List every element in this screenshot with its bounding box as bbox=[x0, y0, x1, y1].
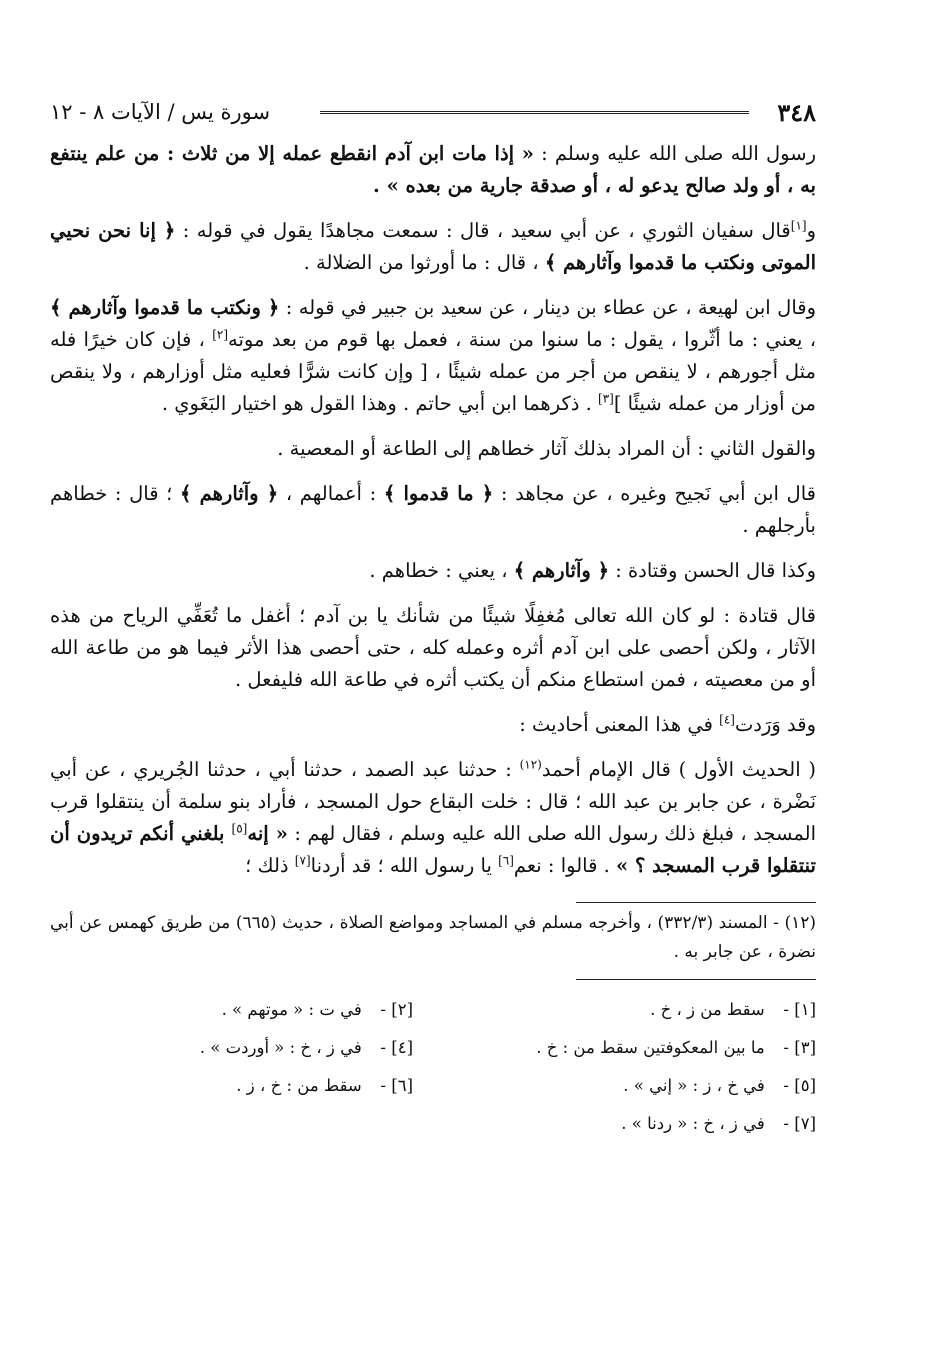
note-number: [٧] - bbox=[783, 1114, 816, 1133]
footnote-reference: [٥] bbox=[231, 821, 248, 836]
footnote-reference: [٤] bbox=[719, 712, 735, 727]
text-run: وكذا قال الحسن وقتادة : bbox=[609, 559, 816, 582]
emphasized-text: ﴿ ما قدموا ﴾ bbox=[383, 482, 494, 505]
text-run: : حدثنا عبد الصمد ، حدثنا أبي ، حدثنا الجُريري ، عن أبي نَضْرة ، عن جابر بن عبد الله ؛ قال : خلت البقاع حول المسجد ، فأراد بنو سلمة أن ينتقلوا قرب المسجد ، فبلغ ذلك رسول الله صلى الله عليه وسلم ، فقال لهم : bbox=[50, 758, 817, 845]
text-run: ، فإن كان خيرًا فله مثل أجورهم ، لا ينقص من أجر من عمله شيئًا ، [ وإن كانت شرًّا فعليه مثل أوزارهم ، ولا ينقص من أوزار من عمله شيئًا ] bbox=[50, 328, 816, 415]
paragraph bbox=[50, 754, 816, 882]
paragraph bbox=[50, 600, 816, 696]
note-number: [٢] - bbox=[380, 1000, 413, 1019]
paragraph bbox=[50, 138, 816, 202]
note-text: في ت : « موتهم » . bbox=[221, 1000, 367, 1019]
text-run: ذلك ؛ bbox=[245, 854, 295, 877]
note-number: [١] - bbox=[783, 1000, 816, 1019]
note-text: سقط من : خ ، ز . bbox=[236, 1076, 367, 1095]
paragraph bbox=[50, 555, 816, 587]
textual-note bbox=[453, 1106, 816, 1142]
note-text: ما بين المعكوفتين سقط من : خ . bbox=[536, 1038, 770, 1057]
text-run: يا رسول الله ؛ قد أردنا bbox=[310, 854, 499, 877]
paragraph bbox=[50, 433, 816, 465]
footnote-reference: [٣] bbox=[598, 391, 614, 406]
note-number: [٤] - bbox=[380, 1038, 413, 1057]
note-text: في خ ، ز : « إني » . bbox=[623, 1076, 770, 1095]
note-number: [٦] - bbox=[380, 1076, 413, 1095]
note-text: في ز ، خ : « أوردت » . bbox=[199, 1038, 367, 1057]
emphasized-text: ﴿ وآثارهم ﴾ bbox=[180, 482, 279, 505]
page-header bbox=[50, 92, 816, 132]
emphasized-text: « إنه bbox=[247, 822, 288, 845]
text-run: ، يعني : ما أثّروا ، يقول : ما سنوا من سنة ، فعمل بها قوم من بعد موته bbox=[228, 328, 816, 351]
text-run: رسول الله صلى الله عليه وسلم : bbox=[534, 142, 816, 165]
footnote-reference: [٦] bbox=[498, 853, 514, 868]
text-run: قال سفيان الثوري ، عن أبي سعيد ، قال : سمعت مجاهدًا يقول في قوله : bbox=[175, 219, 791, 242]
footnote-reference: (١٢) bbox=[519, 757, 542, 772]
text-run: وقد وَرَدت bbox=[734, 713, 816, 736]
footnote-rule bbox=[576, 902, 816, 903]
text-run: ؛ قال : خطاهم بأرجلهم . bbox=[50, 482, 816, 537]
emphasized-text: ﴿ ونكتب ما قدموا وآثارهم ﴾ bbox=[50, 296, 280, 319]
paragraph bbox=[50, 478, 816, 542]
textual-note bbox=[453, 1068, 816, 1104]
emphasized-text: ﴿ إنا نحن نحيي الموتى ونكتب ما قدموا وآثارهم ﴾ bbox=[50, 219, 816, 274]
emphasized-text: « إذا مات ابن آدم انقطع عمله إلا من ثلاث : من علم ينتفع به ، أو ولد صالح يدعو له ، أو صدقة جارية من بعده » . bbox=[50, 142, 816, 197]
textual-note bbox=[50, 1068, 413, 1104]
text-run: . قالوا : نعم bbox=[513, 854, 616, 877]
page-number: ٣٤٨ bbox=[777, 97, 816, 127]
paragraph bbox=[50, 709, 816, 741]
textual-note bbox=[50, 992, 413, 1028]
emphasized-text: بلغني أنكم تريدون أن تنتقلوا قرب المسجد ؟ » bbox=[50, 822, 816, 877]
textual-note bbox=[453, 992, 816, 1028]
emphasized-text: ﴿ وآثارهم ﴾ bbox=[513, 559, 609, 582]
text-run: . ذكرهما ابن أبي حاتم . وهذا القول هو اختيار البَغَوي . bbox=[161, 392, 599, 415]
hadith-footnote: (١٢) - المسند (٣٣٢/٣) ، وأخرجه مسلم في المساجد ومواضع الصلاة ، حديث (٦٦٥) من طريق كهمس عن أبي نضرة ، عن جابر به . bbox=[50, 913, 817, 962]
text-run: والقول الثاني : أن المراد بذلك آثار خطاهم إلى الطاعة أو المعصية . bbox=[277, 437, 816, 460]
running-title: سورة يس / الآيات ٨ - ١٢ bbox=[50, 100, 271, 124]
note-text: سقط من ز ، خ . bbox=[650, 1000, 770, 1019]
text-run: وقال ابن لهيعة ، عن عطاء بن دينار ، عن سعيد بن جبير في قوله : bbox=[279, 296, 816, 319]
text-run: ، يعني : خطاهم . bbox=[369, 559, 514, 582]
note-number: [٥] - bbox=[783, 1076, 816, 1095]
paragraph bbox=[50, 292, 816, 420]
text-run: قال قتادة : لو كان الله تعالى مُغفِلًا شيئًا من شأنك يا بن آدم ؛ أغفل ما تُعَفِّي الرياح من هذه الآثار ، ولكن أحصى على ابن آدم أثره وعمله كله ، حتى أحصى هذا الأثر فيما هو من طاعة الله أو من معصيته ، فمن استطاع منكم أن يكتب أثره في طاعة الله فليفعل . bbox=[50, 604, 816, 691]
text-run: قال ابن أبي نَجيح وغيره ، عن مجاهد : bbox=[493, 482, 816, 505]
textual-note bbox=[453, 1030, 816, 1066]
text-run: و bbox=[806, 219, 817, 242]
note-number: [٣] - bbox=[783, 1038, 816, 1057]
textual-notes bbox=[50, 992, 816, 1142]
textual-note bbox=[50, 1030, 413, 1066]
body-text bbox=[50, 138, 816, 882]
header-rule bbox=[320, 111, 749, 114]
text-run: في هذا المعنى أحاديث : bbox=[519, 713, 720, 736]
note-text: في ز ، خ : « ردنا » . bbox=[621, 1114, 770, 1133]
text-run: : أعمالهم ، bbox=[278, 482, 384, 505]
notes-rule bbox=[576, 979, 816, 980]
book-page bbox=[50, 92, 816, 1142]
footnote-reference: [١] bbox=[790, 218, 807, 233]
text-run: ، قال : ما أورثوا من الضلالة . bbox=[303, 251, 545, 274]
paragraph bbox=[50, 215, 816, 279]
footnote-reference: [٧] bbox=[294, 853, 311, 868]
footnote-reference: [٢] bbox=[212, 327, 229, 342]
text-run: ( الحديث الأول ) قال الإمام أحمد bbox=[541, 758, 816, 781]
